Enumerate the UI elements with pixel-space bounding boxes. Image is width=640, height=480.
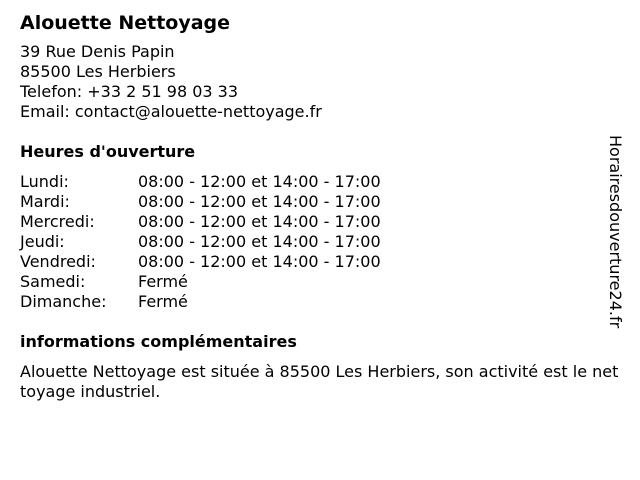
time-value: 08:00 - 12:00 et 14:00 - 17:00 bbox=[138, 212, 381, 231]
day-label: Dimanche: bbox=[20, 292, 107, 311]
info-description: Alouette Nettoyage est située à 85500 Les Herbiers, son activité est le nettoyage industriel. bbox=[20, 362, 619, 401]
hours-table bbox=[20, 172, 620, 312]
hours-row bbox=[20, 252, 620, 272]
city-address: 85500 Les Herbiers bbox=[20, 62, 176, 81]
day-label: Vendredi: bbox=[20, 252, 96, 271]
info-heading: informations complémentaires bbox=[20, 332, 297, 351]
hours-row bbox=[20, 172, 620, 192]
time-value: Fermé bbox=[138, 272, 188, 291]
hours-row bbox=[20, 212, 620, 232]
day-label: Jeudi: bbox=[20, 232, 65, 251]
time-value: 08:00 - 12:00 et 14:00 - 17:00 bbox=[138, 172, 381, 191]
street-address: 39 Rue Denis Papin bbox=[20, 42, 175, 61]
day-label: Mercredi: bbox=[20, 212, 95, 231]
time-value: 08:00 - 12:00 et 14:00 - 17:00 bbox=[138, 232, 381, 251]
hours-row bbox=[20, 232, 620, 252]
email-address: Email: contact@alouette-nettoyage.fr bbox=[20, 102, 322, 121]
time-value: Fermé bbox=[138, 292, 188, 311]
day-label: Mardi: bbox=[20, 192, 70, 211]
hours-heading: Heures d'ouverture bbox=[20, 142, 196, 161]
business-card bbox=[20, 10, 620, 402]
watermark-text: Horairesdouverture24.fr bbox=[606, 135, 625, 329]
hours-row bbox=[20, 272, 620, 292]
day-label: Lundi: bbox=[20, 172, 69, 191]
time-value: 08:00 - 12:00 et 14:00 - 17:00 bbox=[138, 192, 381, 211]
contact-block bbox=[20, 42, 620, 122]
hours-row bbox=[20, 192, 620, 212]
day-label: Samedi: bbox=[20, 272, 86, 291]
business-name: Alouette Nettoyage bbox=[20, 12, 231, 34]
hours-row bbox=[20, 292, 620, 312]
time-value: 08:00 - 12:00 et 14:00 - 17:00 bbox=[138, 252, 381, 271]
phone-number: Telefon: +33 2 51 98 03 33 bbox=[20, 82, 239, 101]
